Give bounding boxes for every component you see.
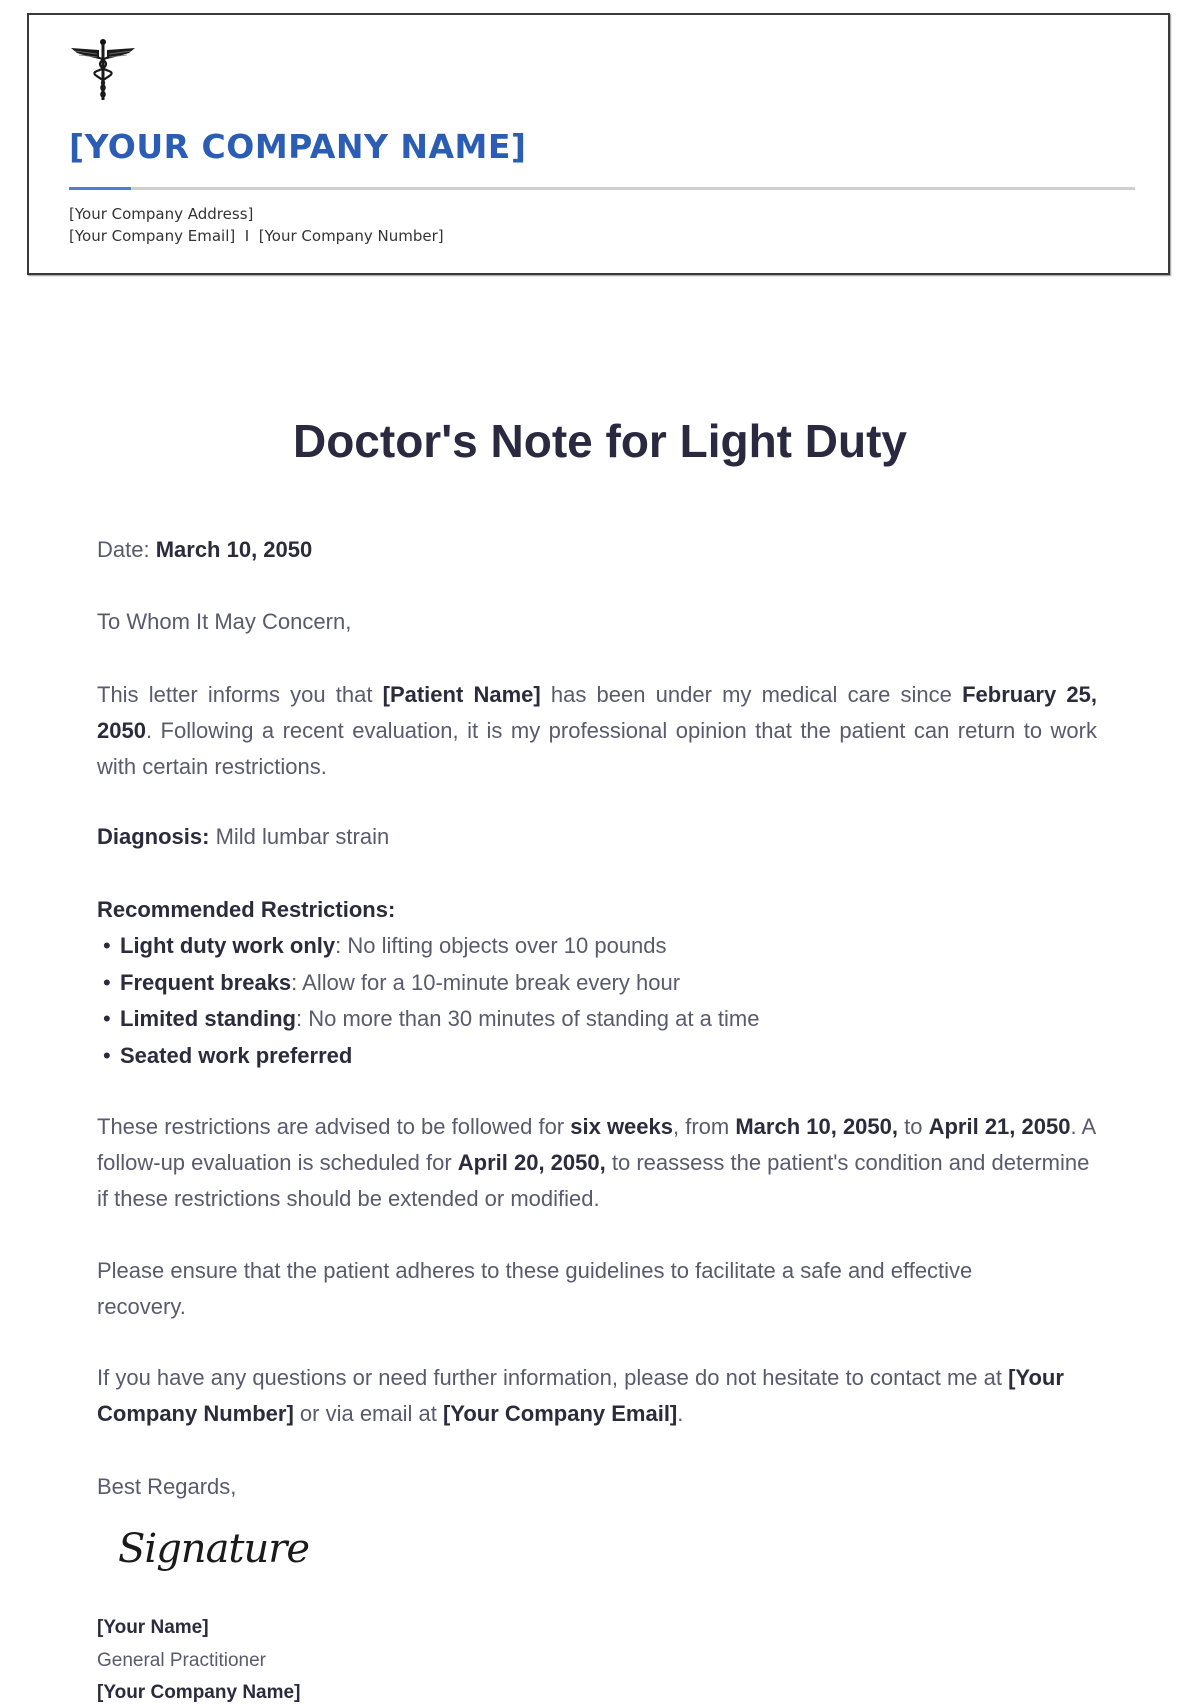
restriction-detail: : Allow for a 10-minute break every hour	[291, 969, 681, 995]
header-divider-accent	[69, 187, 131, 190]
contact-text: If you have any questions or need further information, please do not hesitate to contact me at	[97, 1365, 1009, 1390]
restriction-title: Light duty work only	[120, 933, 336, 958]
restrictions-heading	[97, 892, 395, 928]
followup-date: April 20, 2050,	[457, 1150, 606, 1175]
care-since-date: February 25, 2050	[97, 682, 1097, 743]
company-contact-line	[69, 227, 444, 245]
contact-paragraph	[97, 1360, 1097, 1432]
restrictions-heading-text: Recommended Restrictions:	[97, 897, 396, 922]
restriction-detail: : No more than 30 minutes of standing at a time	[296, 1006, 760, 1031]
signer-role: General Practitioner	[97, 1650, 266, 1671]
signer-company: [Your Company Name]	[97, 1682, 301, 1703]
intro-paragraph	[97, 677, 1097, 785]
signature-image: Signature	[118, 1526, 310, 1572]
restriction-title: Seated work preferred	[120, 1042, 353, 1068]
end-date: April 21, 2050	[928, 1114, 1071, 1139]
company-number: [Your Company Number]	[258, 227, 444, 245]
list-item	[103, 928, 759, 965]
diagnosis-value: Mild lumbar strain	[209, 824, 390, 849]
signer-name: [Your Name]	[97, 1617, 209, 1638]
header-divider	[69, 187, 1135, 190]
list-item	[103, 965, 759, 1002]
contact-text: .	[677, 1401, 684, 1426]
duration-paragraph	[97, 1109, 1097, 1217]
restriction-title: Limited standing	[120, 1006, 296, 1031]
restriction-title: Frequent breaks	[120, 969, 292, 995]
company-name: [YOUR COMPANY NAME]	[69, 127, 527, 166]
restrictions-list	[103, 928, 759, 1074]
patient-name: [Patient Name]	[382, 682, 541, 707]
letterhead	[27, 13, 1170, 275]
closing: Best Regards,	[97, 1474, 237, 1499]
duration-period: six weeks	[570, 1114, 673, 1139]
contact-number: [Your Company Number]	[97, 1365, 1064, 1426]
intro-text: has been under my medical care since	[540, 682, 963, 707]
document-title: Doctor's Note for Light Duty	[292, 415, 907, 467]
diagnosis-label: Diagnosis:	[97, 824, 210, 849]
restriction-detail: : No lifting objects over 10 pounds	[335, 933, 667, 958]
duration-text: , from	[673, 1114, 736, 1139]
duration-text: . A follow-up evaluation is scheduled for	[97, 1114, 1095, 1175]
date-line	[97, 532, 312, 568]
date-label: Date:	[97, 537, 156, 562]
contact-email: [Your Company Email]	[442, 1401, 678, 1426]
intro-text: . Following a recent evaluation, it is my professional opinion that the patient can return to work with certain restrictions.	[97, 718, 1097, 779]
contact-text: or via email at	[293, 1401, 443, 1426]
duration-text: These restrictions are advised to be followed for	[97, 1114, 571, 1139]
duration-text: to	[898, 1114, 929, 1139]
contact-separator: I	[244, 227, 250, 245]
duration-text: to reassess the patient's condition and determine if these restrictions should be extended or modified.	[97, 1150, 1090, 1211]
salutation: To Whom It May Concern,	[97, 609, 352, 634]
company-address: [Your Company Address]	[69, 205, 254, 223]
caduceus-icon	[69, 37, 137, 103]
intro-text: This letter informs you that	[97, 682, 383, 707]
adherence-paragraph: Please ensure that the patient adheres to these guidelines to facilitate a safe and effective recovery.	[97, 1258, 973, 1319]
company-email: [Your Company Email]	[69, 227, 236, 245]
diagnosis-line	[97, 819, 389, 855]
list-item	[103, 1038, 759, 1075]
date-value: March 10, 2050	[155, 537, 313, 562]
list-item	[103, 1001, 759, 1038]
start-date: March 10, 2050,	[735, 1114, 899, 1139]
